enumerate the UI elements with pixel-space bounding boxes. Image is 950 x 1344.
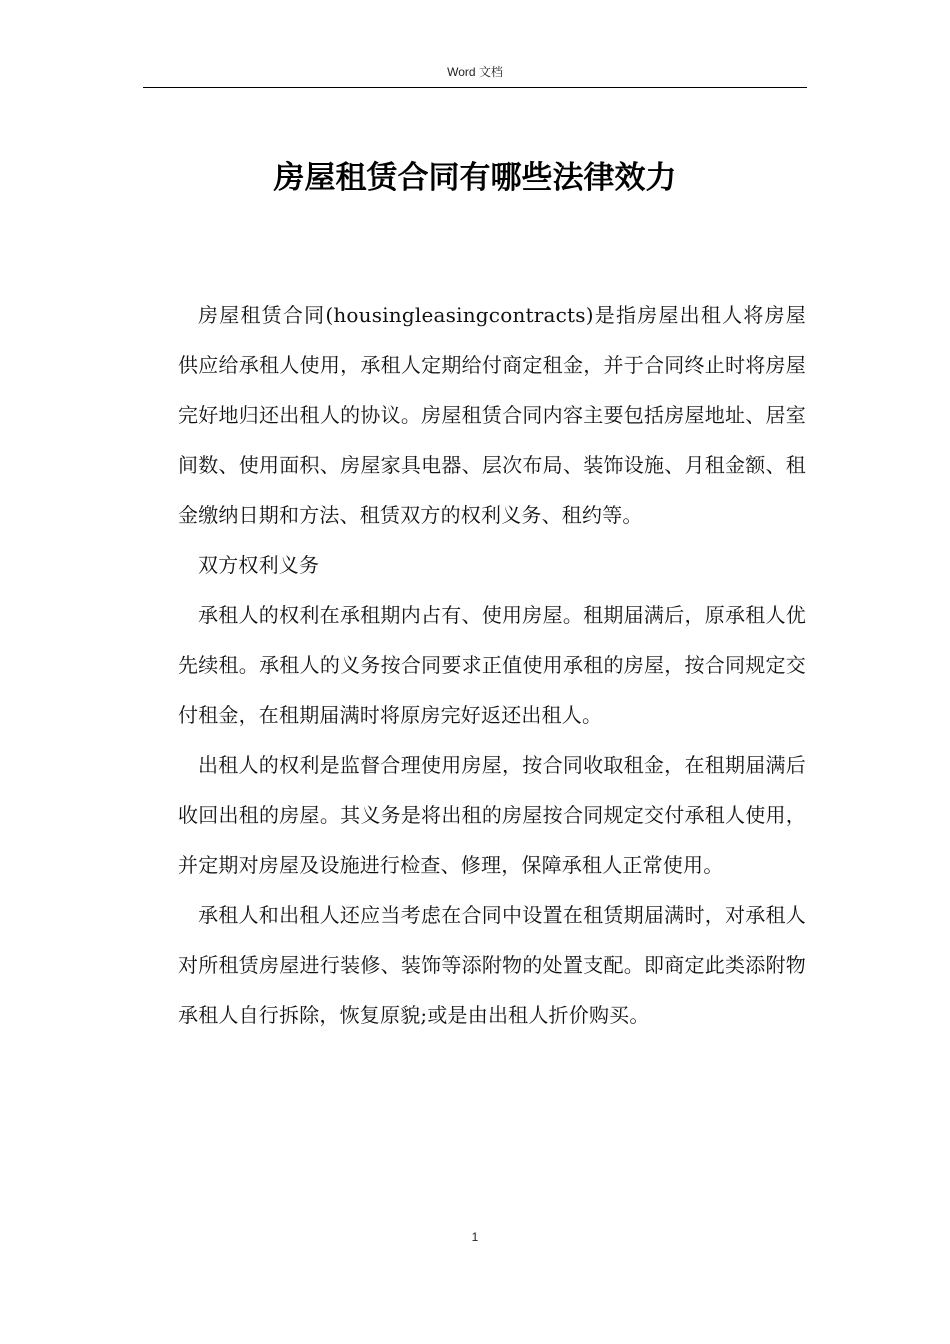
- paragraph-tenant-rights: 承租人的权利在承租期内占有、使用房屋。租期届满后，原承租人优先续租。承租人的义务按合同要求正值使用承租的房屋，按合同规定交付租金，在租期届满时将原房完好返还出租人。: [178, 603, 806, 727]
- paragraph-intro: 房屋租赁合同(housingleasingcontracts)是指房屋出租人将房屋供应给承租人使用，承租人定期给付商定租金，并于合同终止时将房屋完好地归还出租人的协议。房屋租赁合同内容主要包括房屋地址、居室间数、使用面积、房屋家具电器、层次布局、装饰设施、月租金额、租金缴纳日期和方法、租赁双方的权利义务、租约等。: [178, 303, 806, 527]
- paragraph-fixtures-disposal: 承租人和出租人还应当考虑在合同中设置在租赁期届满时，对承租人对所租赁房屋进行装修、装饰等添附物的处置支配。即商定此类添附物承租人自行拆除，恢复原貌;或是由出租人折价购买。: [178, 903, 806, 1027]
- header-divider: [143, 87, 807, 88]
- document-body: [178, 290, 806, 1040]
- page-number: 1: [471, 1230, 479, 1244]
- document-title: 房屋租赁合同有哪些法律效力: [273, 160, 677, 196]
- page-header: Word 文档: [447, 65, 503, 79]
- section-heading-rights-obligations: 双方权利义务: [198, 553, 320, 577]
- paragraph-landlord-rights: 出租人的权利是监督合理使用房屋，按合同收取租金，在租期届满后收回出租的房屋。其义务是将出租的房屋按合同规定交付承租人使用，并定期对房屋及设施进行检查、修理，保障承租人正常使用。: [178, 753, 806, 877]
